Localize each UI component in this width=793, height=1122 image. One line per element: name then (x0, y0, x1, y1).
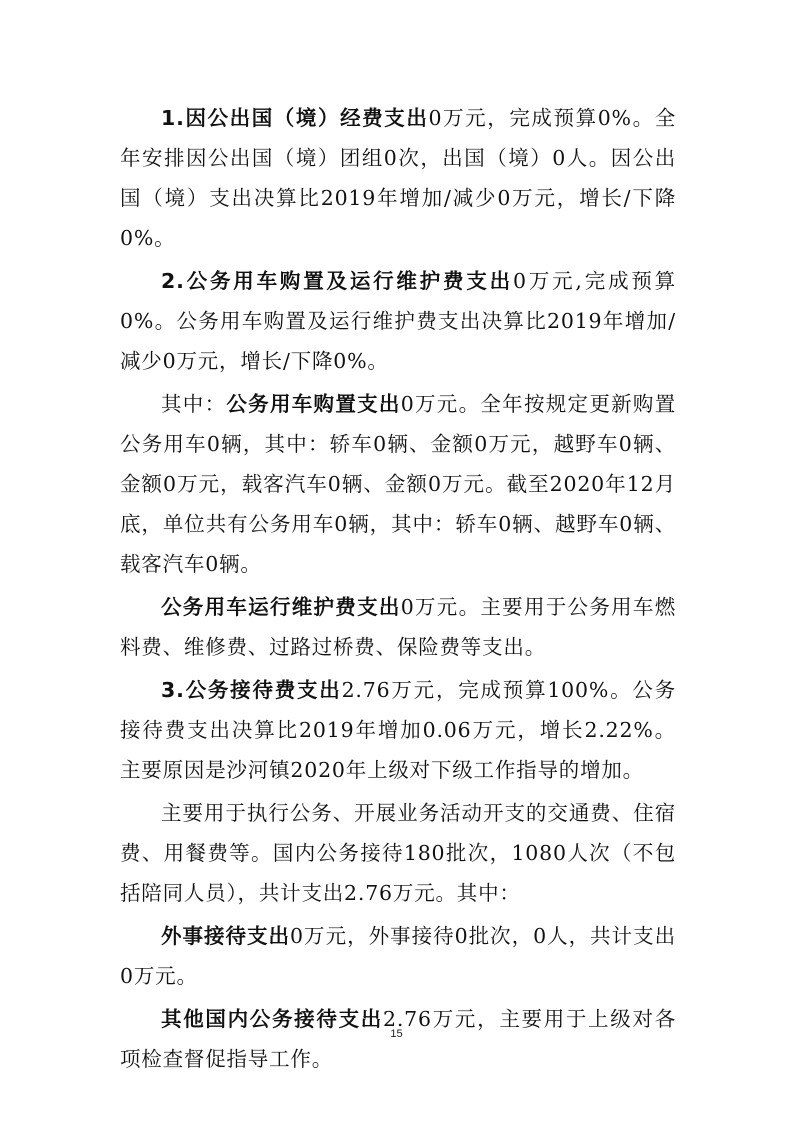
page-number: 15 (390, 1028, 403, 1040)
heading-vehicle-purchase: 公务用车购置支出 (226, 392, 401, 416)
text-foreign-reception: 0万元，外事接待0批次，0人，共计支出0万元。 (120, 924, 676, 988)
paragraph-vehicle-purchase (120, 384, 676, 584)
paragraph-reception-usage (120, 793, 676, 913)
heading-reception-expense: 3.公务接待费支出 (161, 678, 342, 702)
heading-vehicle-expense: 2.公务用车购置及运行维护费支出 (161, 269, 513, 293)
heading-overseas-expense: 1.因公出国（境）经费支出 (161, 106, 429, 130)
heading-foreign-reception: 外事接待支出 (161, 924, 291, 948)
text-reception-usage: 主要用于执行公务、开展业务活动开支的交通费、住宿费、用餐费等。国内公务接待180批次，1080人次（不包括陪同人员），共计支出2.76万元。其中： (120, 801, 676, 905)
text-vehicle-expense: 0万元,完成预算0%。公务用车购置及运行维护费支出决算比2019年增加/减少0万元，增长/下降0%。 (120, 269, 676, 373)
text-reception-expense: 2.76万元，完成预算100%。公务接待费支出决算比2019年增加0.06万元，增长2.22%。主要原因是沙河镇2020年上级对下级工作指导的增加。 (120, 678, 676, 782)
paragraph-vehicle-operation (120, 587, 676, 667)
text-domestic-reception: 2.76万元，主要用于上级对各项检查督促指导工作。 (120, 1007, 676, 1071)
paragraph-reception-expense (120, 670, 676, 790)
heading-domestic-reception: 其他国内公务接待支出 (161, 1007, 383, 1031)
text-vehicle-operation: 0万元。主要用于公务用车燃料费、维修费、过路过桥费、保险费等支出。 (120, 595, 676, 659)
prefix-vehicle-purchase: 其中： (161, 392, 227, 416)
text-vehicle-purchase: 0万元。全年按规定更新购置公务用车0辆，其中：轿车0辆、金额0万元，越野车0辆、金额0万元，载客汽车0辆、金额0万元。截至2020年12月底，单位共有公务用车0辆，其中：轿车0辆、越野车0辆、载客汽车0辆。 (120, 392, 676, 576)
paragraph-foreign-reception (120, 916, 676, 996)
paragraph-vehicle-expense (120, 261, 676, 381)
paragraph-overseas-expense (120, 98, 676, 258)
heading-vehicle-operation: 公务用车运行维护费支出 (161, 595, 401, 619)
text-overseas-expense: 0万元，完成预算0%。全年安排因公出国（境）团组0次，出国（境）0人。因公出国（境）支出决算比2019年增加/减少0万元，增长/下降0%。 (120, 106, 676, 250)
text-body (120, 98, 676, 1079)
